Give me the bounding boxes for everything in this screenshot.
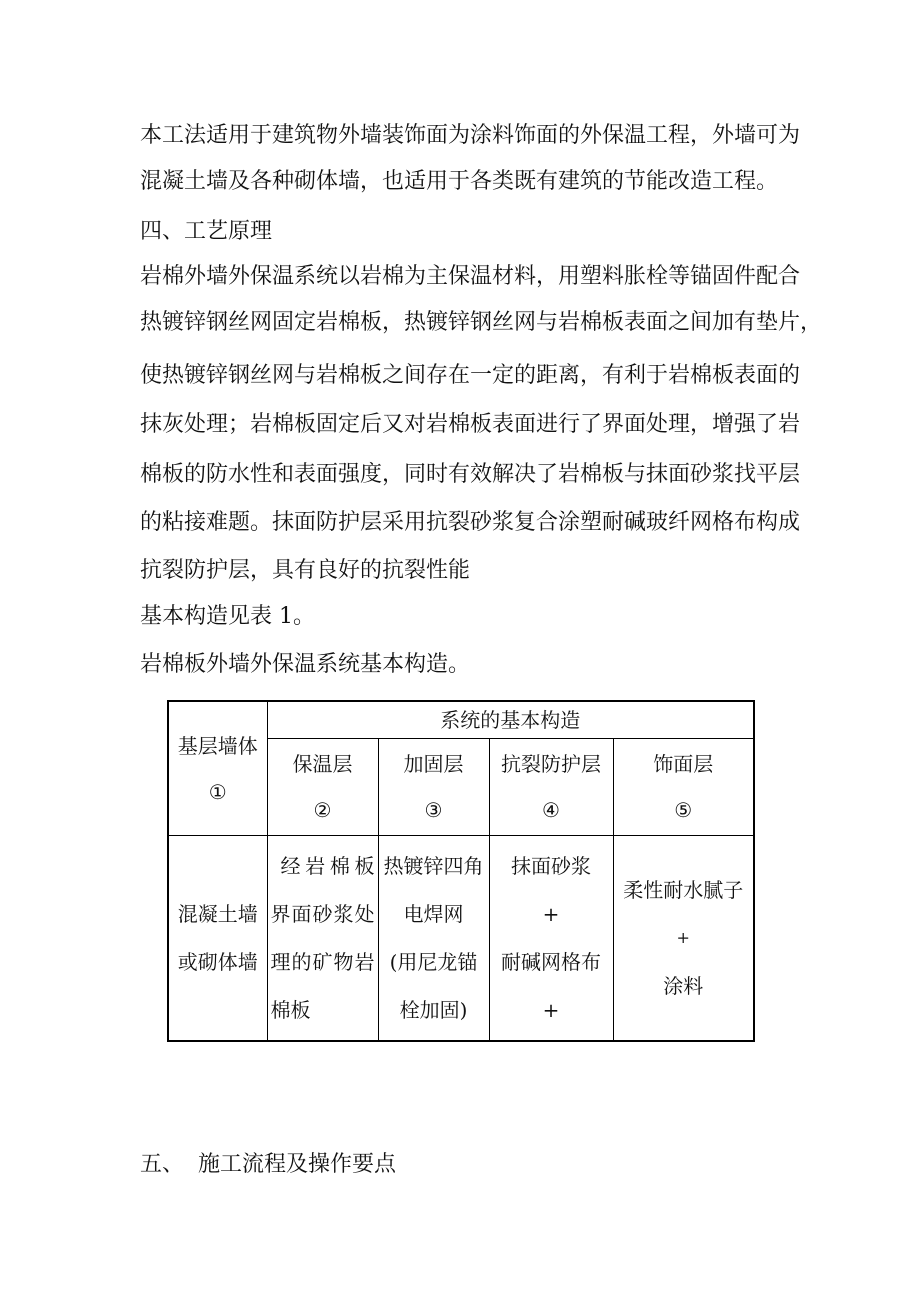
column-number: ⑤ (674, 798, 693, 822)
section4-line-7: 抗裂防护层，具有良好的抗裂性能 (140, 558, 471, 583)
section4-line-5: 棉板的防水性和表面强度，同时有效解决了岩棉板与抹面砂浆找平层 (140, 462, 801, 487)
section4-line-4: 抹灰处理；岩棉板固定后又对岩棉板表面进行了界面处理，增强了岩 (140, 412, 801, 437)
cell-text: 耐碱网格布 (501, 950, 601, 974)
finish-cell (613, 836, 754, 1042)
section4-heading: 四、工艺原理 (140, 219, 273, 244)
group-header: 系统的基本构造 (440, 708, 581, 732)
cell-text: 或砌体墙 (177, 950, 258, 974)
base-wall-cell (168, 836, 267, 1042)
section4-line-3: 使热镀锌钢丝网与岩棉板之间存在一定的距离，有利于岩棉板表面的 (140, 363, 801, 388)
column-header-insulation (267, 739, 378, 836)
column-number: ② (313, 798, 332, 822)
column-header-reinforcement (378, 739, 489, 836)
cell-text: 棉板 (270, 998, 311, 1022)
cell-text: 经岩棉板 (280, 854, 375, 878)
table-reference: 基本构造见表 1。 (140, 604, 315, 629)
intro-line-1: 本工法适用于建筑物外墙装饰面为涂料饰面的外保温工程，外墙可为 (140, 123, 801, 148)
cell-text: 理的矿物岩 (270, 950, 375, 974)
column-label: 保温层 (292, 752, 353, 776)
cell-text: 栓加固) (399, 998, 468, 1022)
section4-line-1: 岩棉外墙外保温系统以岩棉为主保温材料，用塑料胀栓等锚固件配合 (140, 264, 801, 289)
group-header-cell (267, 701, 754, 739)
cell-text: 抹面砂浆 (511, 854, 591, 878)
base-wall-header-cell (168, 701, 267, 836)
column-header-finish (613, 739, 754, 836)
reinforcement-cell (378, 836, 489, 1042)
section5-heading: 五、 施工流程及操作要点 (140, 1152, 396, 1177)
cell-text: 热镀锌四角 (383, 854, 484, 878)
cell-text: 混凝土墙 (177, 902, 258, 926)
cell-text: (用尼龙锚 (389, 950, 478, 974)
plus-sign: + (542, 998, 560, 1022)
intro-line-2: 混凝土墙及各种砌体墙，也适用于各类既有建筑的节能改造工程。 (140, 169, 779, 194)
cell-text: 界面砂浆处 (270, 902, 375, 926)
insulation-cell (267, 836, 378, 1042)
column-number: ③ (424, 798, 443, 822)
cell-text: 柔性耐水腻子 (623, 878, 744, 902)
column-label: 加固层 (403, 752, 464, 776)
section4-line-2: 热镀锌钢丝网固定岩棉板，热镀锌钢丝网与岩棉板表面之间加有垫片， (140, 310, 823, 335)
table-caption: 岩棉板外墙外保温系统基本构造。 (140, 652, 471, 677)
base-wall-header: 基层墙体 (177, 733, 258, 758)
section4-line-6: 的粘接难题。抹面防护层采用抗裂砂浆复合涂塑耐碱玻纤网格布构成 (140, 510, 801, 535)
column-number: ④ (542, 798, 560, 822)
cell-text: 电焊网 (403, 902, 464, 926)
column-header-crack-protection (489, 739, 613, 836)
cell-text: 涂料 (663, 974, 704, 998)
base-wall-number: ① (208, 779, 227, 804)
column-label: 饰面层 (653, 752, 714, 776)
plus-sign: + (542, 902, 560, 926)
construction-table (167, 700, 755, 1042)
crack-protection-cell (489, 836, 613, 1042)
column-label: 抗裂防护层 (501, 752, 601, 776)
plus-sign: + (676, 928, 690, 947)
